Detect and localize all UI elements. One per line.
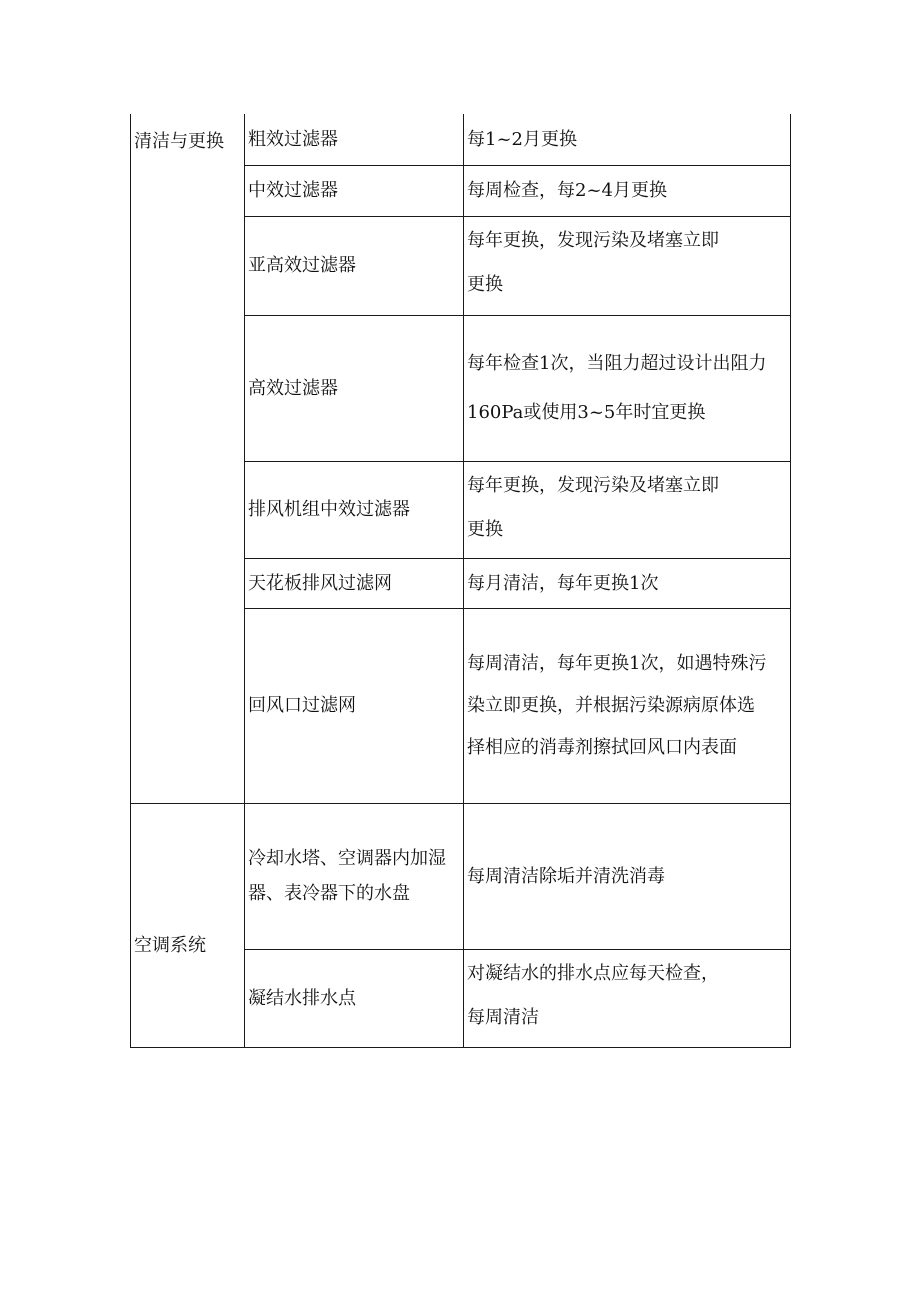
requirement-line: 每周清洁除垢并清洗消毒: [467, 865, 665, 887]
item-cell: [245, 114, 464, 165]
requirement-line: 每年检查1次，当阻力超过设计出阻力: [467, 353, 767, 374]
requirement-cell: [464, 315, 791, 461]
table-row: [131, 114, 791, 165]
requirement-line: 每1~2月更换: [467, 128, 577, 150]
requirement-line: 更换: [467, 273, 503, 295]
requirement-line: 每年更换，发现污染及堵塞立即: [467, 229, 719, 251]
requirement-cell: [464, 608, 791, 803]
requirement-cell: [464, 803, 791, 949]
requirement-line: 每周清洁: [467, 1006, 539, 1028]
item-cell: [245, 803, 464, 949]
item-label: 中效过滤器: [248, 180, 338, 201]
requirement-line: 每年更换，发现污染及堵塞立即: [467, 474, 719, 496]
item-label: 排风机组中效过滤器: [248, 499, 410, 520]
requirement-cell: [464, 216, 791, 315]
requirement-line: 择相应的消毒剂擦拭回风口内表面: [467, 737, 737, 758]
item-cell: [245, 216, 464, 315]
requirement-line: 每周清洁，每年更换1次，如遇特殊污: [467, 653, 767, 674]
item-label: 回风口过滤网: [248, 695, 356, 716]
category-cell-aircon: [131, 803, 245, 1047]
item-label: 天花板排风过滤网: [248, 572, 392, 594]
item-label: 亚高效过滤器: [248, 255, 356, 276]
category-label: 清洁与更换: [134, 131, 224, 152]
item-cell: [245, 461, 464, 558]
maintenance-table: [130, 114, 791, 1048]
requirement-cell: [464, 165, 791, 216]
item-cell: [245, 558, 464, 608]
requirement-line: 每月清洁，每年更换1次: [467, 572, 659, 594]
item-label: 高效过滤器: [248, 377, 338, 399]
requirement-cell: [464, 461, 791, 558]
item-label: 粗效过滤器: [248, 128, 338, 150]
item-label: 凝结水排水点: [248, 987, 356, 1009]
requirement-cell: [464, 558, 791, 608]
requirement-line: 更换: [467, 518, 503, 540]
requirement-line: 染立即更换，并根据污染源病原体选: [467, 695, 755, 716]
item-label: 冷却水塔、空调器内加湿器、表冷器下的水盘: [248, 848, 446, 904]
category-label: 空调系统: [134, 934, 206, 956]
requirement-line: 每周检查，每2~4月更换: [467, 180, 667, 201]
item-cell: [245, 949, 464, 1047]
item-cell: [245, 608, 464, 803]
requirement-line: 160Pa或使用3~5年时宜更换: [467, 402, 706, 423]
category-cell-cleaning: [131, 114, 245, 803]
requirement-cell: [464, 114, 791, 165]
item-cell: [245, 315, 464, 461]
item-cell: [245, 165, 464, 216]
requirement-line: 对凝结水的排水点应每天检查，: [467, 962, 719, 984]
table-row: [131, 803, 791, 949]
requirement-cell: [464, 949, 791, 1047]
